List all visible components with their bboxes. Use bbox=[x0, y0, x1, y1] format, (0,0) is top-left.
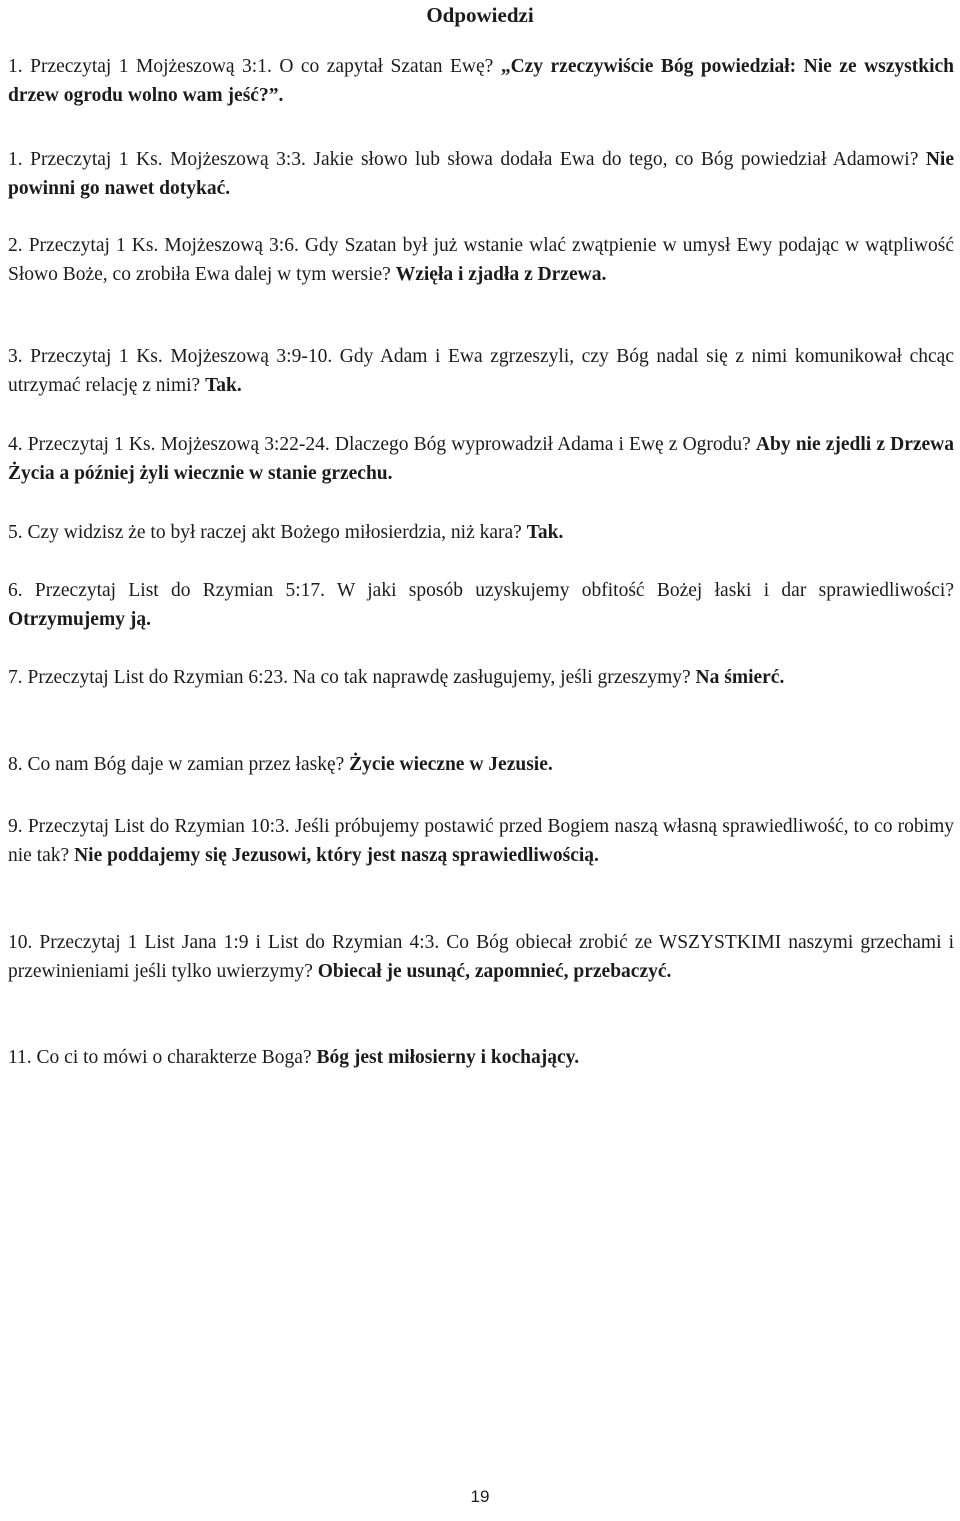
page-title: Odpowiedzi bbox=[426, 3, 534, 27]
answer-text: Nie poddajemy się Jezusowi, który jest naszą sprawiedliwością. bbox=[74, 845, 599, 866]
question-text: 1. Przeczytaj 1 Ks. Mojżeszową 3:3. Jakie słowo lub słowa dodała Ewa do tego, co Bóg powiedział Adamowi? bbox=[8, 149, 926, 170]
answer-text: Obiecał je usunąć, zapomnieć, przebaczyć. bbox=[317, 961, 672, 982]
question-text: 9. Przeczytaj List do Rzymian 10:3. Jeśli próbujemy postawić przed Bogiem naszą własną sprawiedliwość, to co robimy nie tak? bbox=[8, 816, 954, 866]
answer-text: Wzięła i zjadła z Drzewa. bbox=[395, 264, 607, 285]
answer-text: Życie wieczne w Jezusie. bbox=[349, 754, 553, 775]
question-text: 3. Przeczytaj 1 Ks. Mojżeszową 3:9-10. Gdy Adam i Ewa zgrzeszyli, czy Bóg nadal się z nimi komunikował chcąc utrzymać relację z nimi? bbox=[8, 346, 954, 396]
qa-item-2 bbox=[8, 145, 954, 203]
answer-text: Aby nie zjedli z Drzewa Życia a później żyli wiecznie w stanie grzechu. bbox=[8, 434, 954, 484]
page-number: 19 bbox=[470, 1487, 490, 1506]
question-text: 8. Co nam Bóg daje w zamian przez łaskę? bbox=[8, 754, 350, 775]
qa-item-8 bbox=[8, 663, 954, 692]
qa-item-6 bbox=[8, 518, 954, 547]
qa-item-1 bbox=[8, 52, 954, 110]
answer-text: Tak. bbox=[526, 522, 564, 543]
answer-text: Tak. bbox=[205, 375, 242, 396]
question-text: 7. Przeczytaj List do Rzymian 6:23. Na co tak naprawdę zasługujemy, jeśli grzeszymy? bbox=[8, 667, 696, 688]
qa-item-11 bbox=[8, 928, 954, 986]
qa-item-5 bbox=[8, 430, 954, 488]
qa-item-7 bbox=[8, 576, 954, 634]
question-text: 10. Przeczytaj 1 List Jana 1:9 i List do Rzymian 4:3. Co Bóg obiecał zrobić ze WSZYSTKIMI naszymi grzechami i przewinieniami jeśli tylko uwierzymy? bbox=[8, 932, 954, 982]
qa-item-3 bbox=[8, 231, 954, 289]
question-text: 6. Przeczytaj List do Rzymian 5:17. W jaki sposób uzyskujemy obfitość Bożej łaski i dar sprawiedliwości? bbox=[8, 580, 954, 601]
answer-text: Nie powinni go nawet dotykać. bbox=[8, 149, 954, 199]
question-text: 5. Czy widzisz że to był raczej akt Bożego miłosierdzia, niż kara? bbox=[8, 522, 527, 543]
answer-text: Na śmierć. bbox=[695, 667, 785, 688]
answer-text: Otrzymujemy ją. bbox=[8, 609, 151, 630]
qa-item-4 bbox=[8, 342, 954, 400]
question-text: 1. Przeczytaj 1 Mojżeszową 3:1. O co zapytał Szatan Ewę? bbox=[8, 56, 501, 77]
answer-text: „Czy rzeczywiście Bóg powiedział: Nie ze wszystkich drzew ogrodu wolno wam jeść?”. bbox=[8, 56, 955, 106]
question-text: 4. Przeczytaj 1 Ks. Mojżeszową 3:22-24. Dlaczego Bóg wyprowadził Adama i Ewę z Ogrodu? bbox=[8, 434, 756, 455]
answer-text: Bóg jest miłosierny i kochający. bbox=[316, 1047, 580, 1068]
qa-item-12 bbox=[8, 1043, 954, 1072]
question-text: 11. Co ci to mówi o charakterze Boga? bbox=[8, 1047, 317, 1068]
question-text: 2. Przeczytaj 1 Ks. Mojżeszową 3:6. Gdy Szatan był już wstanie wlać zwątpienie w umysł Ewy podając w wątpliwość Słowo Boże, co zrobiła Ewa dalej w tym wersie? bbox=[8, 235, 954, 285]
qa-item-10 bbox=[8, 812, 954, 870]
qa-item-9 bbox=[8, 750, 954, 779]
